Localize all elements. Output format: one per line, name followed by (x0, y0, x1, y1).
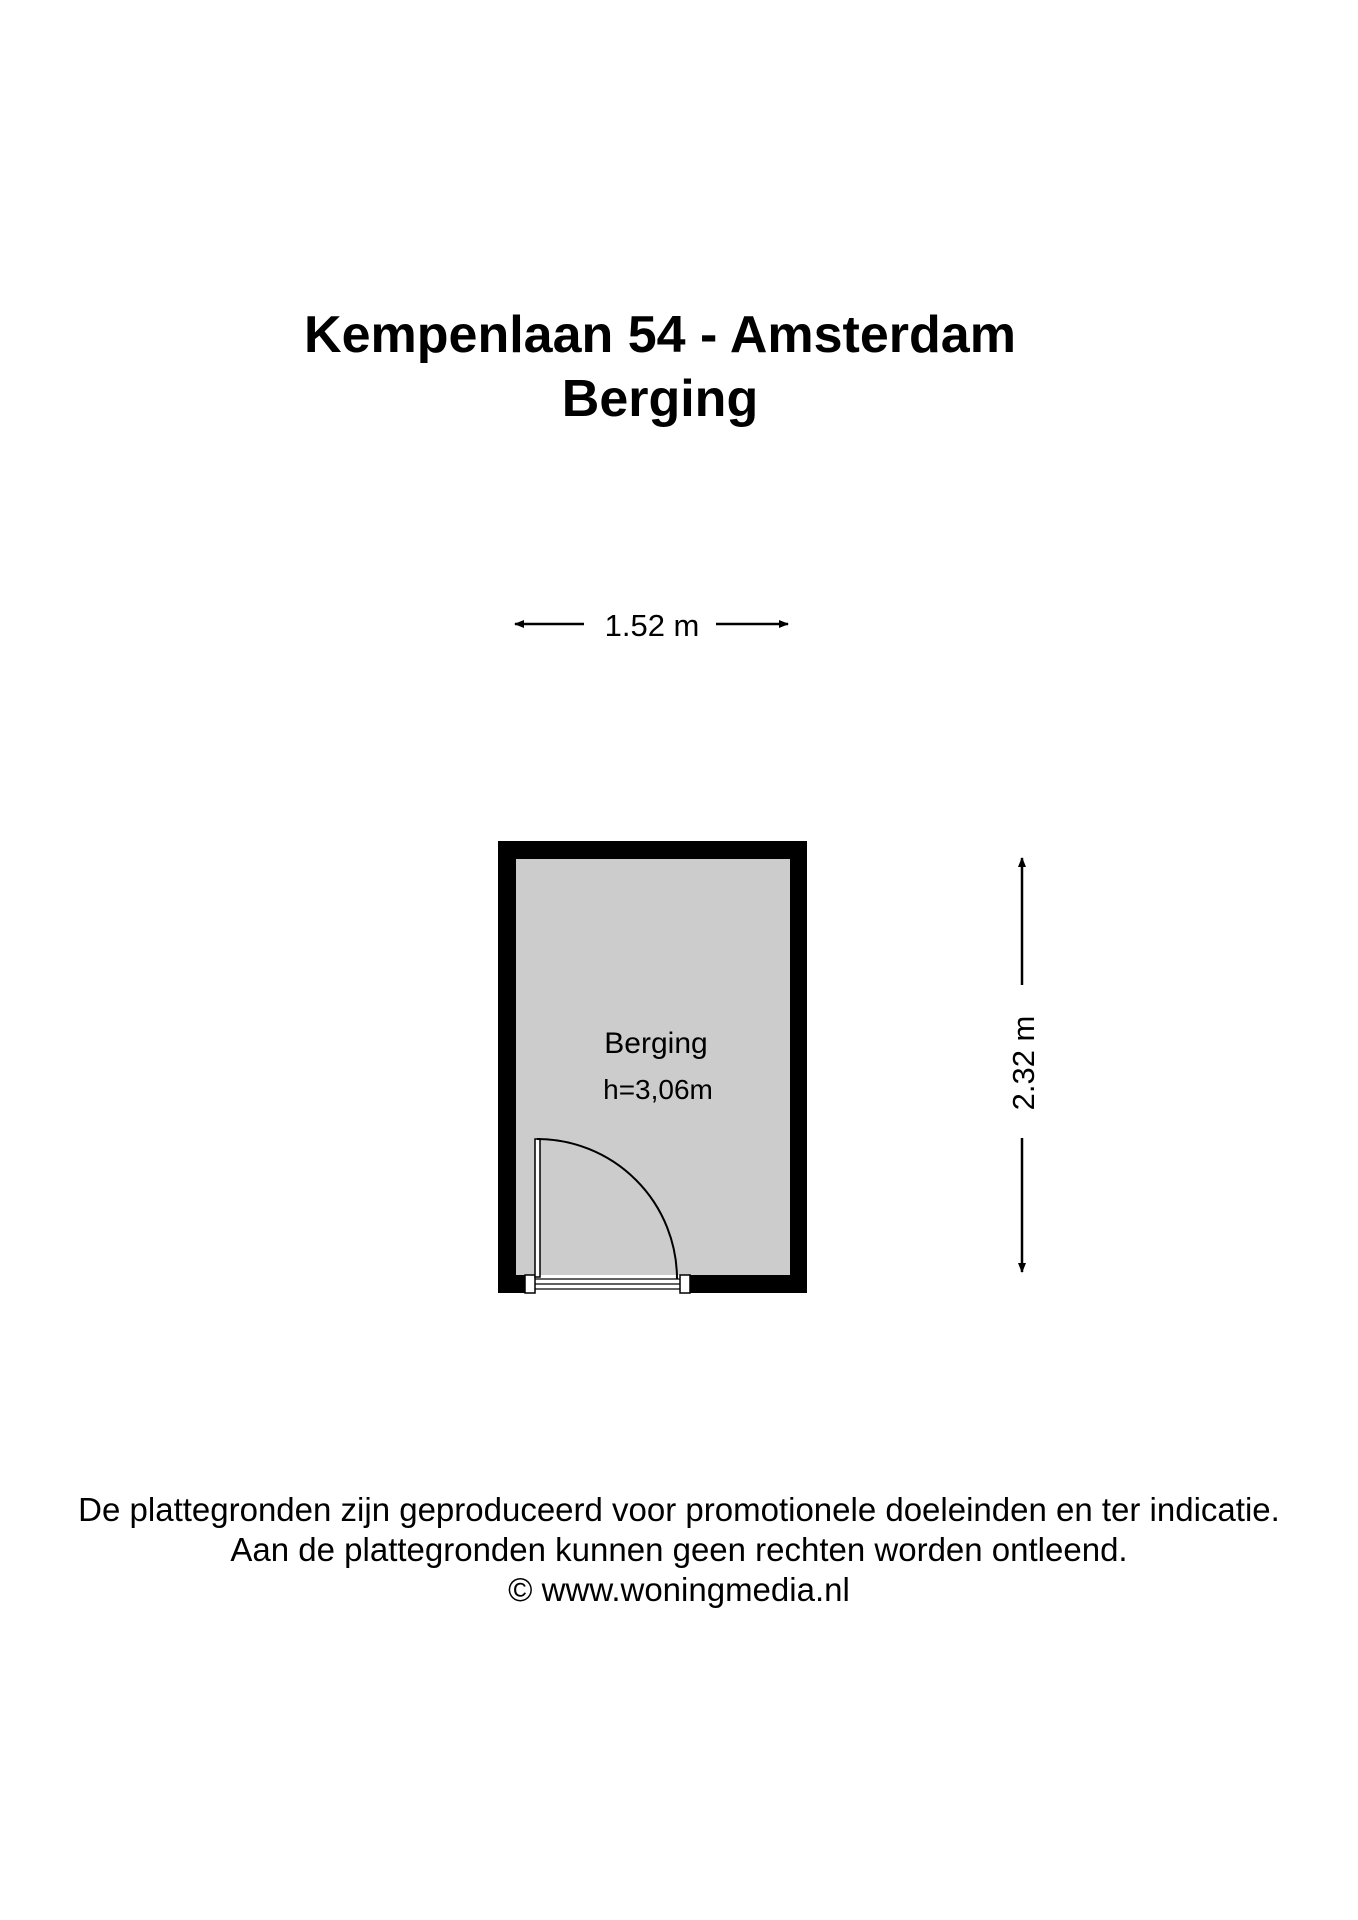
page-subtitle: Berging (561, 370, 759, 428)
width-dimension (515, 608, 788, 643)
room-berging (498, 841, 807, 1293)
page-title: Kempenlaan 54 - Amsterdam (304, 306, 1016, 364)
disclaimer-line-1: De plattegronden zijn geproduceerd voor promotionele doeleinden en ter indicatie. (78, 1491, 1280, 1528)
room-name-label: Berging (604, 1027, 708, 1060)
door-leaf (535, 1139, 540, 1277)
room-floor (516, 859, 790, 1275)
room-height-label: h=3,06m (603, 1074, 713, 1105)
depth-dimension (1006, 858, 1041, 1272)
door-jamb-right (680, 1275, 690, 1293)
copyright-line: © www.woningmedia.nl (508, 1571, 850, 1608)
door-jamb-left (525, 1275, 535, 1293)
disclaimer-line-2: Aan de plattegronden kunnen geen rechten worden ontleend. (230, 1531, 1128, 1568)
width-dimension-label: 1.52 m (604, 608, 700, 643)
depth-dimension-label: 2.32 m (1006, 1015, 1041, 1111)
